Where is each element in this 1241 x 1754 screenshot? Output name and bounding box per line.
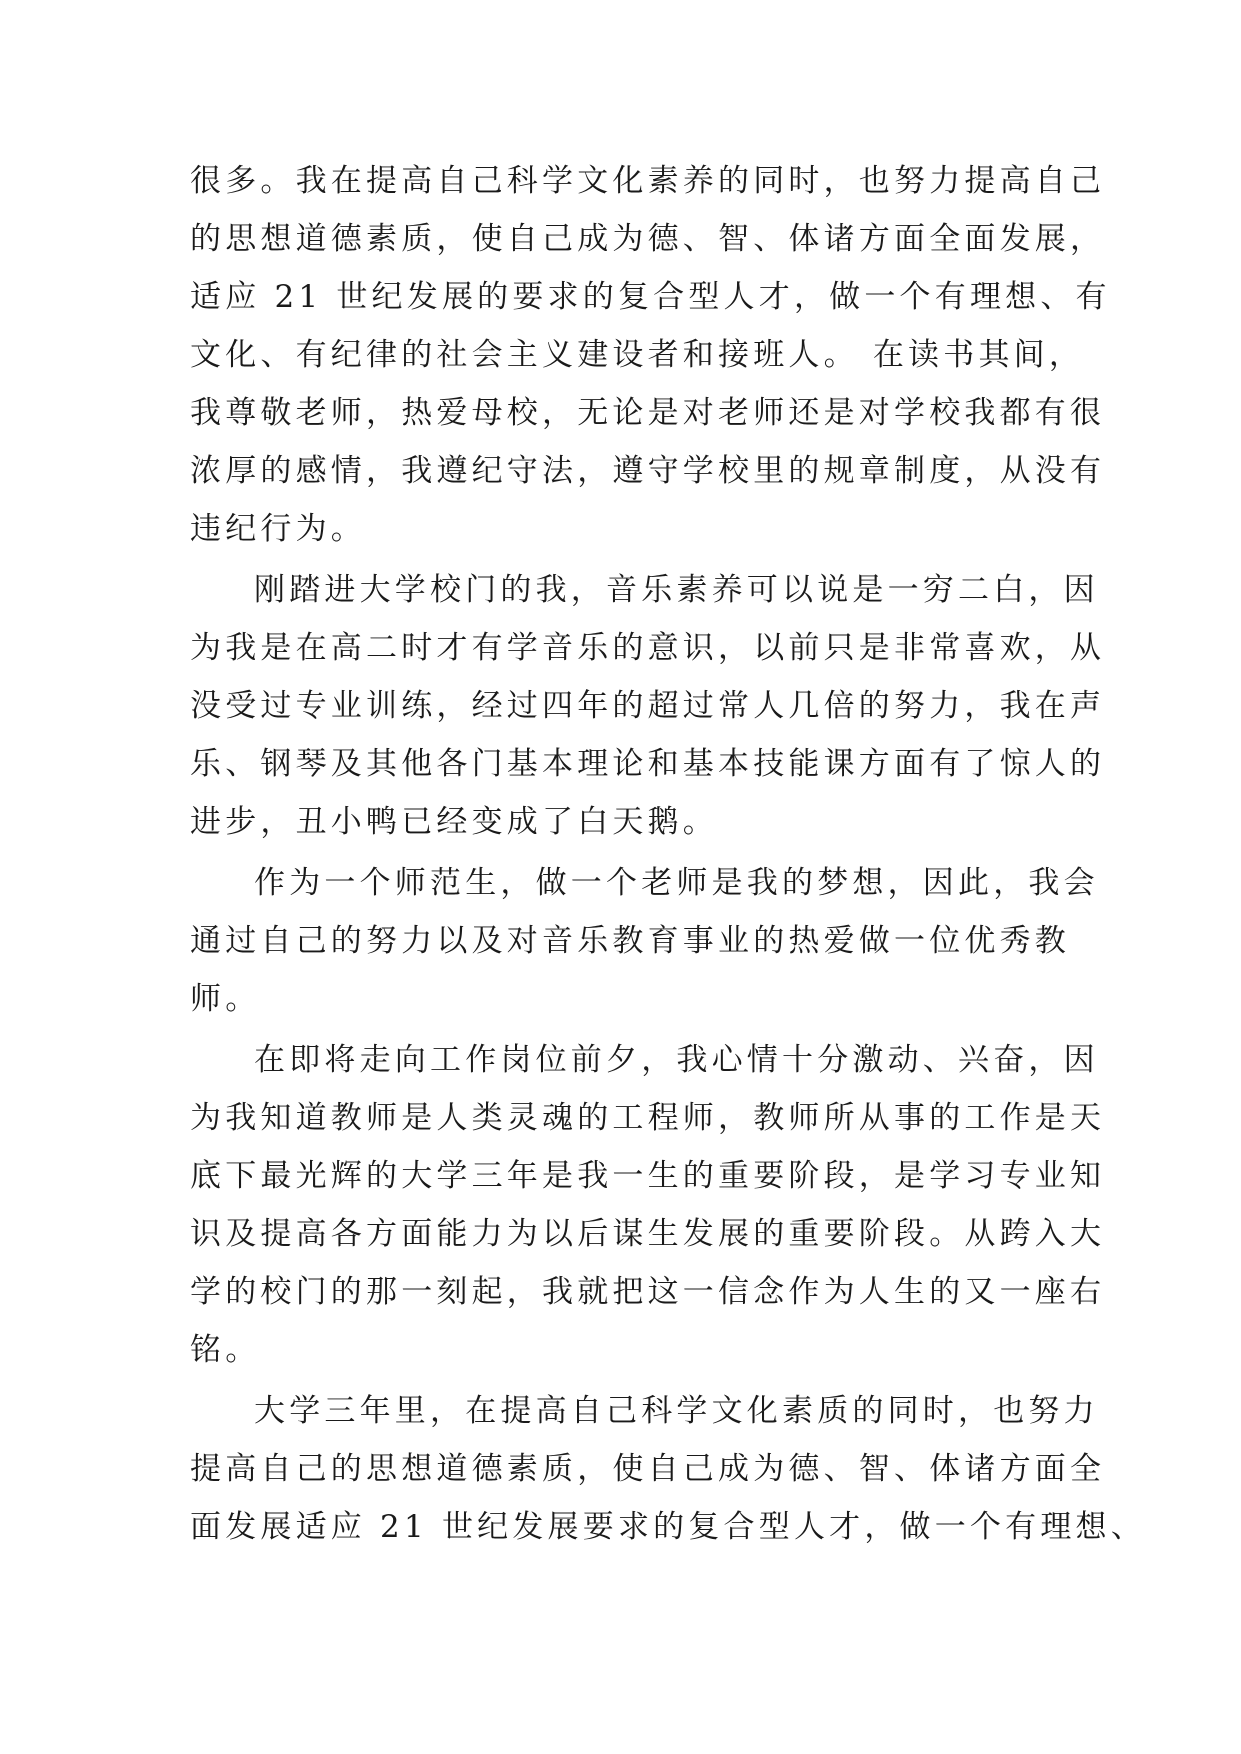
paragraph-3	[190, 854, 1099, 1028]
text-line: 为我是在高二时才有学音乐的意识，以前只是非常喜欢，从	[190, 630, 1106, 666]
text-line: 面发展适应 21 世纪发展要求的复合型人才，做一个有理想、	[190, 1509, 1146, 1545]
text-line: 底下最光辉的大学三年是我一生的重要阶段，是学习专业知	[190, 1158, 1106, 1194]
text-line: 乐、钢琴及其他各门基本理论和基本技能课方面有了惊人的	[190, 746, 1106, 782]
paragraph-1	[190, 152, 1111, 558]
text-line: 在即将走向工作岗位前夕，我心情十分激动、兴奋，因	[254, 1042, 1099, 1078]
paragraph-5	[190, 1382, 1146, 1556]
text-line: 浓厚的感情，我遵纪守法，遵守学校里的规章制度，从没有	[190, 453, 1106, 489]
text-line: 的思想道德素质，使自己成为德、智、体诸方面全面发展，	[190, 221, 1106, 257]
text-line: 为我知道教师是人类灵魂的工程师，教师所从事的工作是天	[190, 1100, 1106, 1136]
text-line: 文化、有纪律的社会主义建设者和接班人。 在读书其间，	[190, 337, 1085, 373]
text-line: 没受过专业训练，经过四年的超过常人几倍的努力，我在声	[190, 688, 1106, 724]
text-line: 作为一个师范生，做一个老师是我的梦想，因此，我会	[254, 865, 1099, 901]
text-line: 通过自己的努力以及对音乐教育事业的热爱做一位优秀教	[190, 923, 1070, 959]
text-line: 适应 21 世纪发展的要求的复合型人才，做一个有理想、有	[190, 279, 1111, 315]
document-body	[190, 152, 1146, 1556]
text-line: 学的校门的那一刻起，我就把这一信念作为人生的又一座右	[190, 1274, 1106, 1310]
paragraph-2	[190, 561, 1106, 851]
text-line: 进步，丑小鸭已经变成了白天鹅。	[190, 804, 718, 840]
text-line: 师。	[190, 981, 261, 1017]
text-line: 提高自己的思想道德素质，使自己成为德、智、体诸方面全	[190, 1451, 1106, 1487]
text-line: 大学三年里，在提高自己科学文化素质的同时，也努力	[254, 1393, 1099, 1429]
text-line: 刚踏进大学校门的我，音乐素养可以说是一穷二白，因	[254, 572, 1099, 608]
text-line: 识及提高各方面能力为以后谋生发展的重要阶段。从跨入大	[190, 1216, 1106, 1252]
text-line: 铭。	[190, 1332, 261, 1368]
paragraph-4	[190, 1031, 1106, 1379]
text-line: 我尊敬老师，热爱母校，无论是对老师还是对学校我都有很	[190, 395, 1106, 431]
text-line: 违纪行为。	[190, 511, 366, 547]
text-line: 很多。我在提高自己科学文化素养的同时，也努力提高自己	[190, 163, 1106, 199]
